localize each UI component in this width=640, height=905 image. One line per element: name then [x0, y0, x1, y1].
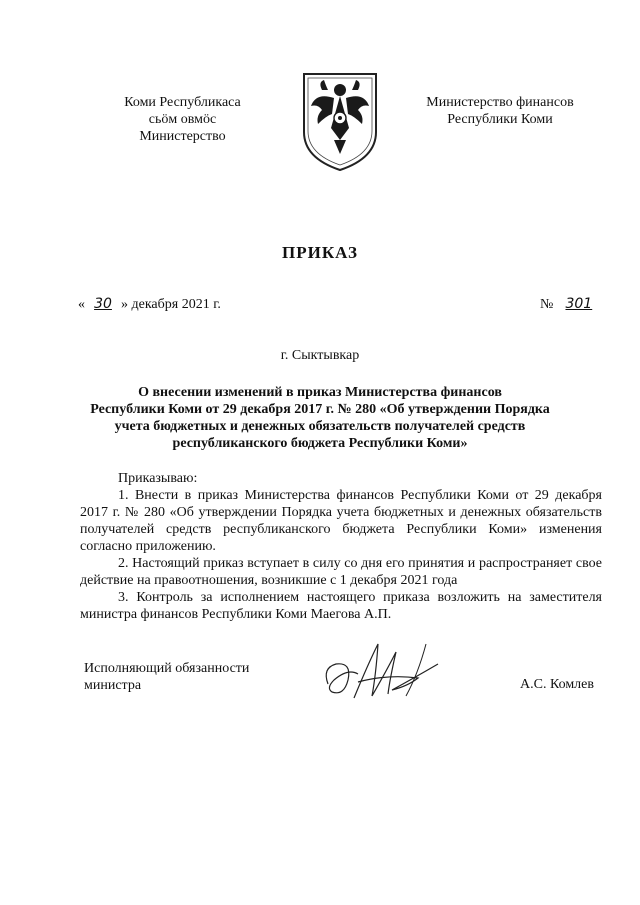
- heading-line: Республики Коми от 29 декабря 2017 г. № 280 «Об утверждении Порядка: [90, 402, 550, 417]
- city-line: г. Сыктывкар: [280, 348, 360, 363]
- date-day: 30: [94, 296, 112, 312]
- header-left-line: Коми Республикаса: [124, 95, 241, 110]
- header-right-block: [410, 94, 590, 128]
- header-right-line: Республики Коми: [447, 112, 553, 127]
- order-date: [78, 296, 221, 313]
- header-right-line: Министерство финансов: [426, 95, 574, 110]
- order-item: 1. Внести в приказ Министерства финансов Республики Коми от 29 декабря 2017 г. № 280 «Об утверждении Порядка учета бюджетных и денежных обязательств получателей средств республиканского бюджета Республики Коми» изменения согласно приложению.: [80, 488, 602, 554]
- date-close-quote: »: [121, 297, 128, 312]
- position-line: министра: [84, 678, 142, 693]
- heading-line: республиканского бюджета Республики Коми»: [172, 436, 468, 451]
- header-left-line: сьӧм овмӧс: [148, 112, 217, 127]
- order-item: 3. Контроль за исполнением настоящего приказа возложить на заместителя министра финансов Республики Коми Маегова А.П.: [80, 590, 602, 622]
- header-left-line: Министерство: [139, 129, 226, 144]
- number-value: 301: [565, 296, 593, 312]
- order-heading: [80, 384, 560, 452]
- document-type-title: ПРИКАЗ: [282, 243, 358, 262]
- date-month-year: декабря 2021 г.: [131, 297, 221, 312]
- heading-line: учета бюджетных и денежных обязательств получателей средств: [114, 419, 526, 434]
- coat-of-arms-icon: [298, 70, 382, 174]
- order-item: 2. Настоящий приказ вступает в силу со дня его принятия и распространяет свое действие на правоотношения, возникшие с 1 декабря 2021 года: [80, 556, 602, 588]
- order-body: [80, 470, 602, 623]
- order-number: [540, 296, 601, 313]
- header-left-block: [100, 94, 265, 145]
- date-open-quote: «: [78, 297, 85, 312]
- signatory-position: [84, 660, 249, 694]
- heading-line: О внесении изменений в приказ Министерства финансов: [138, 385, 502, 400]
- signatory-name: А.С. Комлев: [520, 677, 594, 692]
- order-intro: Приказываю:: [118, 471, 198, 486]
- handwritten-signature-icon: [318, 634, 448, 714]
- number-label: №: [540, 297, 554, 312]
- position-line: Исполняющий обязанности: [84, 661, 250, 676]
